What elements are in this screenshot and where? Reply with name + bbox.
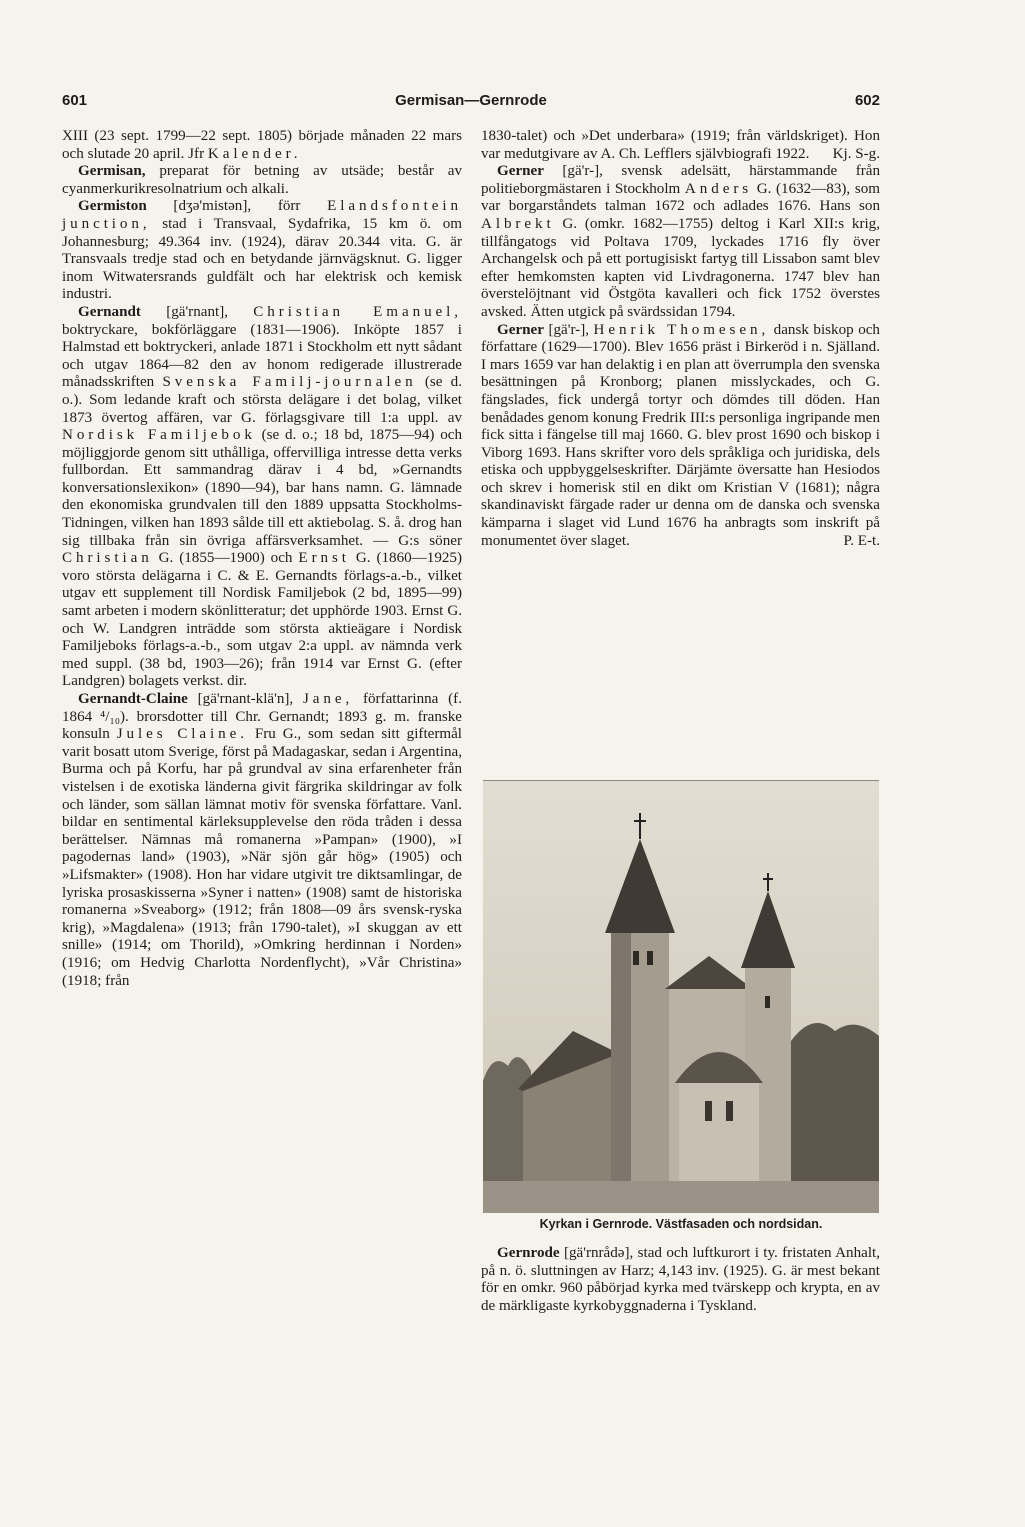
page-number-left: 601	[62, 92, 88, 109]
author-signature: Kj. S-g.	[832, 145, 880, 162]
headword: Gernandt-Claine	[78, 691, 188, 707]
running-title: Germisan—Gernrode	[395, 92, 547, 109]
entry-germisan: Germisan, preparat för betning av utsäde; består av cyanmerkurikresolnatrium och alkali.	[62, 163, 462, 197]
headword: Gernandt	[78, 303, 141, 320]
entry-gernandt: Gernandt [gä'rnant], Christian Emanuel, boktryckare, bokförläggare (1831—1906). Inköpte 1857 i Halmstad ett boktryckeri, anlade 1871 i Stockholm ett nytt sådant och utgav 1864—82 den av honom redigerade illustrerade månadsskriften Svenska Familj-journalen (se d. o.). Som ledande kraft och största delägare i det bolag, vilket 1873 övertog affären, var G. förlagsgivare till 1:a uppl. av Nordisk Familjebok (se d. o.; 18 bd, 1875—94) och möjliggjorde genom sitt uthålliga, offervilliga intresse detta verks fullbordan. Ett sammandrag därav i 4 bd, »Gernandts konversationslexikon» (1890—94), bar hans namn. G. lämnade den ekonomiska grundvalen till den 1889 uppsatta Stockholms-Tidningen, vilken han 1893 sålde till ett aktiebolag. S. å. drog han sig tillbaka från sin övriga affärsverksamhet. — G:s söner Christian G. (1855—1900) och Ernst G. (1860—1925) voro största delägarna i C. & E. Gernandts förlags-a.-b., vilket utgav ett supplement till Nordisk Familjebok (2 bd, 1895—99) samt arbeten i modern skönlitteratur; det upphörde 1903. Ernst G. och W. Landgren inträdde som största aktieägare i Nordisk Familjeboks förlags-a.-b., som utgav 2:a uppl. av nämnda verk med suppl. (38 bd, 1903—26); från 1914 var Ernst G. (efter Landgren) bolagets verkst. dir.	[62, 303, 462, 690]
church-illustration	[483, 781, 879, 1213]
figure-caption: Kyrkan i Gernrode. Västfasaden och nordsidan.	[539, 1217, 823, 1231]
page-number-right: 602	[854, 92, 880, 109]
left-column	[62, 128, 462, 990]
entry-gernrode: Gernrode [gä'rnrådə], stad och luftkurort i ty. fristaten Anhalt, på n. ö. sluttningen av Harz; 4,143 inv. (1925). G. är mest bekant för en omkr. 960 påbörjad kyrka med tvärskepp och krypta, en av de märkligaste kyrkobyggnaderna i Tyskland.	[481, 1245, 880, 1314]
headword: Germiston	[78, 198, 147, 215]
entry-gernandt-claine: Gernandt-Claine [gä'rnant-klä'n], Jane, författarinna (f. 1864 ⁴/₁₀). brorsdotter till Chr. Gernandt; 1893 g. m. franske konsuln Jules Claine. Fru G., som sedan sitt giftermål varit bosatt utom Sverige, först på Madagaskar, sedan i Argentina, Burma och på Korfu, har på grundval av sina erfarenheter från vistelsen i de exotiska länderna givit färgrika skildringar av folk och länder, som sällan lämnat motiv för svenska författare. Vanl. bildar en sentimental kärleksupplevelse den röda tråden i dessa berättelser. Nämnas må romanerna »Pampan» (1900), »I pagodernas land» (1903), »När sjön går hög» (1905) och »Lifsmakter» (1908). Hon har vidare utgivit tre diktsamlingar, de lyriska prosaskisserna »Syner i natten» (1908) samt de historiska romanerna »Sveaborg» (1912; från 1808—09 års svensk-ryska krig), »Magdalena» (1913; från 1790-talet), »I skuggan av ett snille» (1914; om Thorild), »Omkring herdinnan i Norden» (1916; om Hedvig Charlotta Nordenflycht), »Vår Christina» (1918; från	[62, 691, 462, 989]
headword: Gerner	[497, 163, 544, 180]
author-signature: P. E-t.	[843, 532, 880, 549]
headword: Gerner	[497, 321, 544, 338]
entry-continuation: XIII (23 sept. 1799—22 sept. 1805) började månaden 22 mars och slutade 20 april. Jfr Kalender.	[62, 128, 462, 162]
entry-gerner-henrik: Gerner [gä'r-], Henrik Thomesen, dansk biskop och författare (1629—1700). Blev 1656 präst i Birkeröd i n. Själland. I mars 1659 var han delaktig i en plan att överrumpla den svenska besättningen på Kronborg; planen misslyckades, och G. fängslades, fick undergå tortyr och dömdes till döden. Han benådades genom konung Fredrik III:s personliga ingripande men fick sitta i fängelse till maj 1660. G. blev prost 1690 och biskop i Viborg 1693. Hans skrifter voro dels språkliga och juridiska, dels etiska och uppbyggelseskrifter. Därjämte översatte han Hesiodos och skrev i homerisk stil en dikt om Kristian V (1681); några skandinaviskt färgade rader ur denna om de danska och svenska kämparna i slaget vid Lund 1676 ha anbragts som inskrift på monumentet över slaget. P. E-t.	[481, 321, 880, 549]
headword: Germisan,	[78, 163, 146, 180]
page-header	[62, 92, 880, 118]
entry-gerner-family: Gerner [gä'r-], svensk adelsätt, härstammande från politieborgmästaren i Stockholm Anders G. (1632—83), som var borgarståndets talman 1672 och adlades 1676. Hans son Albrekt G. (omkr. 1682—1755) deltog i Karl XII:s krig, tillfångatogs vid Poltava 1709, lyckades 1716 fly över Archangelsk och på ett portugisiskt fartyg till Lissabon samt blev efter hemkomsten kapten vid Livdragonerna. 1747 blev han överstelöjtnant vid Östgöta kavalleri och fick 1752 överstes avsked. Ätten utgick på svärdssidan 1794.	[481, 163, 880, 320]
entry-continuation-right: 1830-talet) och »Det underbara» (1919; från världskriget). Hon var medutgivare av A. Ch. Lefflers självbiografi 1922. Kj. S-g.	[481, 128, 880, 162]
right-column-bottom	[481, 1245, 880, 1315]
right-column	[481, 128, 880, 550]
headword: Gernrode	[497, 1245, 560, 1261]
church-photo	[483, 780, 879, 1213]
entry-germiston: Germiston [dʒə'mistən], förr Elandsfontein junction, stad i Transvaal, Sydafrika, 15 km ö. om Johannesburg; 49.364 inv. (1924), därav 20.344 vita. G. är Transvaals tredje stad och en betydande järnvägsknut. G. ligger inom Witwatersrands guldfält och har elektrisk och kemisk industri.	[62, 198, 462, 303]
